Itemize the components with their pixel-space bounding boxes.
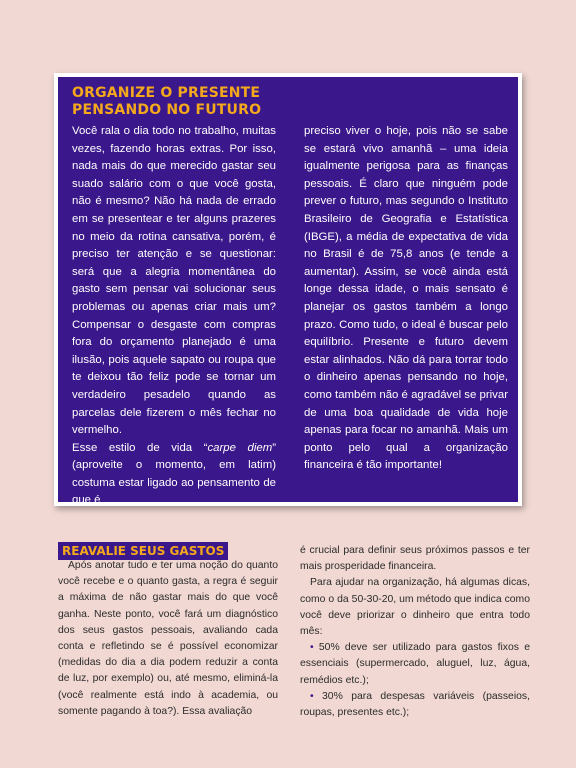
bullet-icon: • <box>310 690 314 702</box>
emphasis-text: carpe diem <box>207 441 273 454</box>
box-left-column <box>72 123 276 510</box>
box-title: ORGANIZE O PRESENTE PENSANDO NO FUTURO <box>72 85 262 118</box>
highlight-box <box>54 73 522 506</box>
bullet-icon: • <box>310 642 314 654</box>
body-left-column <box>58 558 278 720</box>
bullet-text: 50% deve ser utilizado para gastos fixos e essenciais (supermercado, aluguel, luz, água, remédios etc.); <box>300 642 530 686</box>
text-span: ” (aproveite o momento, em latim) costuma estar ligado ao pensamento de que é <box>72 441 276 507</box>
box-right-column <box>304 123 508 475</box>
body-right-column <box>300 543 530 721</box>
box-paragraph <box>72 440 276 510</box>
box-paragraph: preciso viver o hoje, pois não se sabe se estará vivo amanhã – uma ideia igualmente perigosa para as finanças pessoais. É claro que ninguém pode prever o futuro, mas segundo o Instituto Brasileiro de Geografia e Estatística (IBGE), a média de expectativa de vida no Brasil é de 75,8 anos (e tende a aumentar). Assim, se você ainda está longe dessa idade, o mais sensato é planejar os gastos também a longo prazo. Como tudo, o ideal é buscar pelo equilíbrio. Presente e futuro devem estar alinhados. Não dá para torrar todo o dinheiro apenas pensando no hoje, como também não é agradável se privar de uma boa qualidade de vida hoje apenas para focar no amanhã. Mais um ponto pelo qual a organização financeira é tão importante! <box>304 125 508 472</box>
bullet-item <box>300 689 530 721</box>
box-paragraph: Você rala o dia todo no trabalho, muitas vezes, fazendo horas extras. Por isso, nada mais do que merecido gastar seu suado salário com o que você gosta, não é mesmo? Não há nada de errado em se presentear e ter alguns prazeres no meio da rotina cansativa, porém, é preciso ter atenção e se questionar: será que a alegria momentânea do gasto sem pensar vai solucionar seus problemas ou apenas criar mais um? Compensar o desgaste com compras fora do orçamento planejado é uma ilusão, pois aquele sapato ou roupa que te deixou tão feliz pode se tornar um verdadeiro pesadelo quando as parcelas dele fizerem o mês fechar no vermelho. <box>72 125 276 437</box>
body-paragraph: Após anotar tudo e ter uma noção do quanto você recebe e o quanto gasta, a regra é seguir a máxima de não gastar mais do que você ganha. Neste ponto, você fará um diagnóstico dos seus gastos pessoais, avaliando cada conta e refletindo se é possível economizar (medidas do dia a dia podem reduzir a conta de luz, por exemplo) ou, até mesmo, eliminá-la (você realmente está indo à academia, ou somente pagando à toa?). Essa avaliação <box>58 560 278 717</box>
body-paragraph: é crucial para definir seus próximos passos e ter mais prosperidade financeira. <box>300 545 530 573</box>
text-span: Esse estilo de vida “ <box>72 441 208 454</box>
bullet-text: 30% para despesas variáveis (passeios, roupas, presentes etc.); <box>300 690 530 719</box>
section-title: REAVALIE SEUS GASTOS <box>58 542 228 560</box>
bullet-item <box>300 640 530 689</box>
body-paragraph: Para ajudar na organização, há algumas dicas, como o da 50-30-20, um método que indica como você deve priorizar o dinheiro que entra todo mês: <box>300 577 530 638</box>
